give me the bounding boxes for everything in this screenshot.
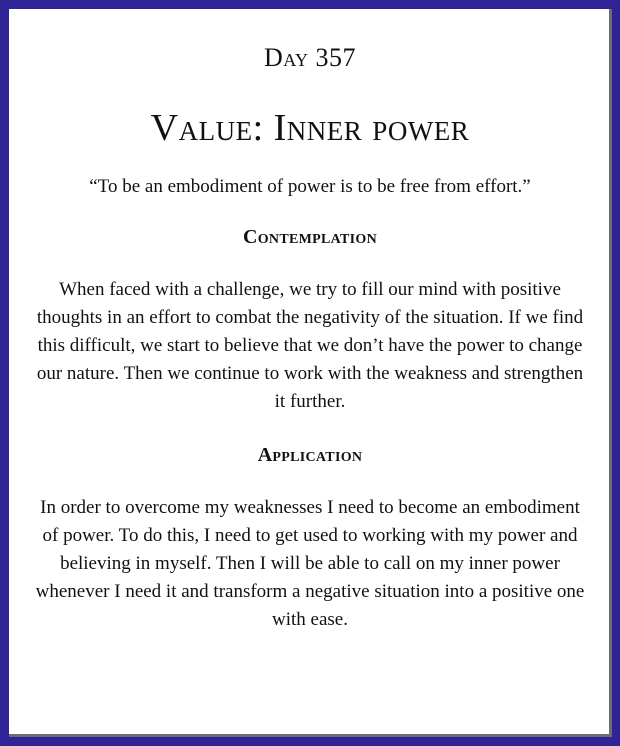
application-heading: Application — [257, 444, 363, 466]
quote: “To be an embodiment of power is to be free from effort.” — [89, 176, 531, 197]
contemplation-text: When faced with a challenge, we try to fill our mind with positive thoughts in an effort to combat the negativity of the situation. If we find this difficult, we start to believe that we don’t have the power to change our nature. Then we continue to work with the weakness and strengthen it further. — [36, 279, 584, 412]
contemplation-heading: Contemplation — [243, 226, 377, 248]
application-text: In order to overcome my weaknesses I need to become an embodiment of power. To do this, I need to get used to working with my power and believing in myself. Then I will be able to call on my inner power whenever I need it and transform a negative situation into a positive one with ease. — [35, 497, 585, 630]
day-label: Day 357 — [263, 43, 357, 72]
page-content — [12, 0, 608, 634]
page-title: Value: Inner power — [150, 107, 470, 149]
